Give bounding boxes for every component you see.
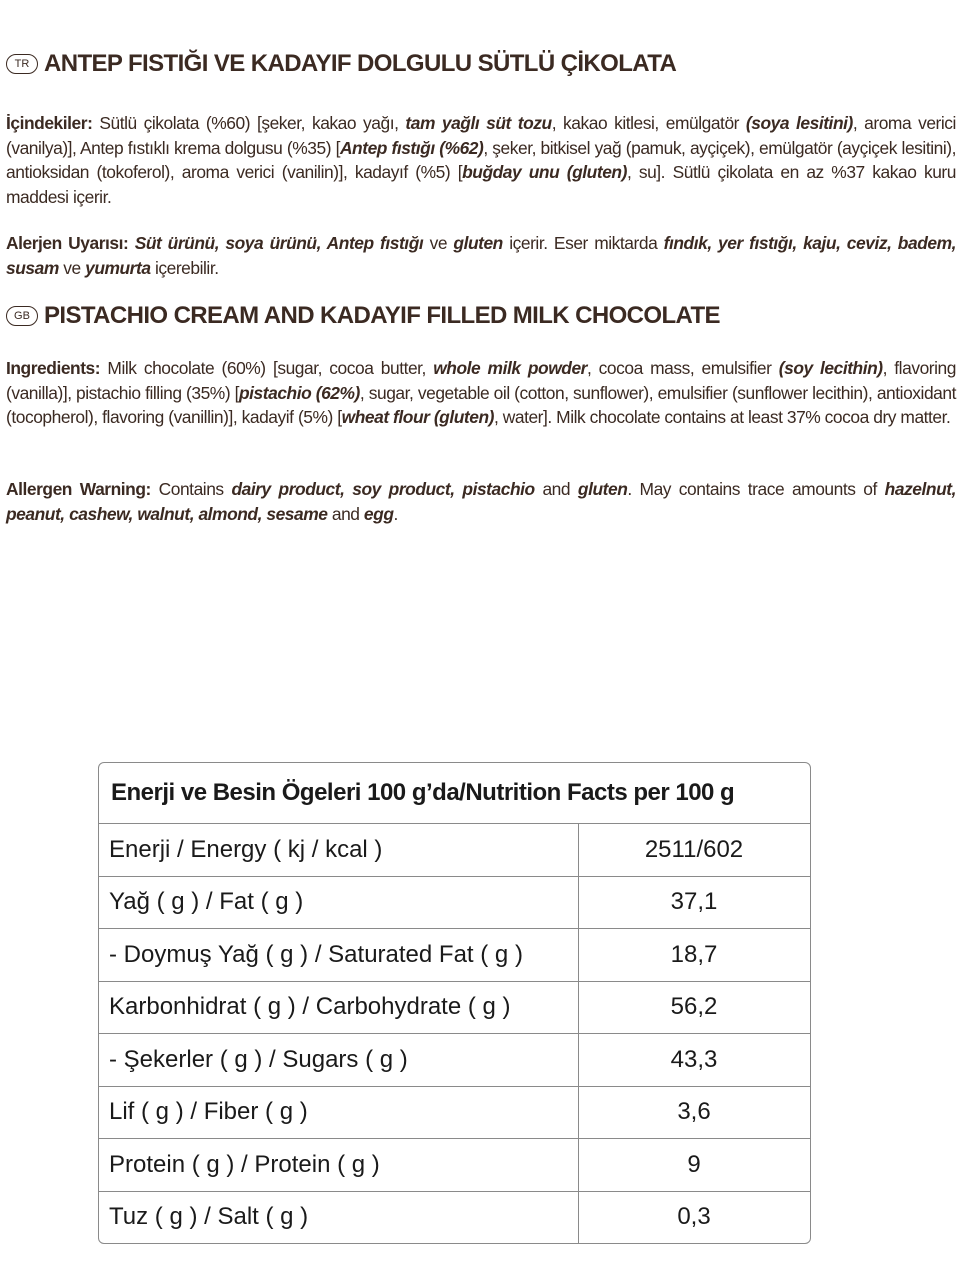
nutrient-value: 18,7 <box>578 929 810 982</box>
nutrient-value: 56,2 <box>578 982 810 1035</box>
nutrient-value: 3,6 <box>578 1087 810 1140</box>
nutrient-value: 37,1 <box>578 877 810 930</box>
emphasis-text: (soy lecithin) <box>778 358 883 378</box>
body-text: içerebilir. <box>150 257 219 278</box>
gb-title-text: PISTACHIO CREAM AND KADAYIF FILLED MILK CHOCOLATE <box>44 302 720 329</box>
nutrition-row <box>99 1192 810 1244</box>
nutrient-value: 0,3 <box>578 1192 810 1244</box>
nutrient-label: - Doymuş Yağ ( g ) / Saturated Fat ( g ) <box>99 929 578 982</box>
body-text: , su]. Sütlü çikolata en az %37 kakao kuru maddesi içerir. <box>6 162 956 207</box>
body-text: , cocoa mass, emulsifier <box>586 358 779 378</box>
nutrition-row <box>99 877 810 930</box>
body-text: içerir. Eser miktarda <box>502 233 664 253</box>
body-text: . May contains trace amounts of <box>627 479 885 499</box>
emphasis-text: tam yağlı süt tozu <box>405 113 552 133</box>
emphasis-text: Allergen Warning: <box>6 479 151 499</box>
emphasis-text: hazelnut, peanut, cashew, walnut, almond, sesame <box>6 479 956 524</box>
nutrient-label: - Şekerler ( g ) / Sugars ( g ) <box>99 1034 578 1087</box>
emphasis-text: pistachio (62%) <box>239 382 360 403</box>
emphasis-text: Antep fıstığı (%62) <box>339 137 484 158</box>
emphasis-text: gluten <box>577 479 628 499</box>
nutrient-value: 9 <box>578 1139 810 1192</box>
body-text: , sugar, vegetable oil (cotton, sunflower), emulsifier (sunflower lecithin), antioxidant (tocopherol), flavoring (vanillin)], kadayif (5%) [ <box>6 382 956 427</box>
body-text: Contains <box>150 479 232 499</box>
nutrition-row <box>99 1087 810 1140</box>
nutrition-row <box>99 1139 810 1192</box>
nutrition-row <box>99 982 810 1035</box>
body-text: , flavoring (vanilla)], pistachio filling (35%) [ <box>6 358 956 403</box>
emphasis-text: dairy product, soy product, pistachio <box>231 479 535 499</box>
body-text: Sütlü çikolata (%60) [şeker, kakao yağı, <box>92 113 406 133</box>
nutrient-label: Protein ( g ) / Protein ( g ) <box>99 1139 578 1192</box>
emphasis-text: yumurta <box>85 257 151 278</box>
nutrition-row <box>99 824 810 877</box>
emphasis-text: Süt ürünü, soya ürünü, Antep fıstığı <box>134 233 424 253</box>
gb-allergen-warning <box>6 477 956 526</box>
nutrient-value: 43,3 <box>578 1034 810 1087</box>
gb-title <box>6 302 720 330</box>
nutrient-value: 2511/602 <box>578 824 810 877</box>
body-text: and <box>534 479 578 499</box>
tr-title-text: ANTEP FISTIĞI VE KADAYIF DOLGULU SÜTLÜ ÇİKOLATA <box>44 50 677 77</box>
body-text: ve <box>423 233 454 253</box>
emphasis-text: buğday unu (gluten) <box>462 162 627 182</box>
body-text: , aroma verici (vanilya)], Antep fıstıklı krema dolgusu (%35) [ <box>6 113 956 158</box>
body-text: , kakao kitlesi, emülgatör <box>551 113 746 133</box>
nutrition-table <box>98 762 811 1244</box>
emphasis-text: fındık, yer fıstığı, kaju, ceviz, badem, susam <box>6 233 956 278</box>
nutrient-label: Yağ ( g ) / Fat ( g ) <box>99 877 578 930</box>
body-text: . <box>393 503 398 524</box>
body-text: , water]. Milk chocolate contains at least 37% cocoa dry matter. <box>493 407 951 427</box>
body-text: Milk chocolate (60%) [sugar, cocoa butter, <box>100 358 434 378</box>
body-text: ve <box>58 257 86 278</box>
nutrition-row <box>99 1034 810 1087</box>
nutrition-row <box>99 929 810 982</box>
emphasis-text: Ingredients: <box>6 358 101 378</box>
nutrient-label: Enerji / Energy ( kj / kcal ) <box>99 824 578 877</box>
emphasis-text: (soya lesitini) <box>745 113 853 133</box>
emphasis-text: wheat flour (gluten) <box>341 407 494 427</box>
emphasis-text: Alerjen Uyarısı: <box>6 233 129 253</box>
emphasis-text: gluten <box>453 233 503 253</box>
nutrient-label: Karbonhidrat ( g ) / Carbohydrate ( g ) <box>99 982 578 1035</box>
tr-allergen-warning <box>6 231 956 280</box>
emphasis-text: egg <box>363 503 394 524</box>
nutrient-label: Tuz ( g ) / Salt ( g ) <box>109 1203 309 1231</box>
nutrient-label: Lif ( g ) / Fiber ( g ) <box>99 1087 578 1140</box>
emphasis-text: whole milk powder <box>433 358 587 378</box>
tr-ingredients <box>6 111 956 209</box>
gb-flag-badge: GB <box>6 306 38 326</box>
body-text: , şeker, bitkisel yağ (pamuk, ayçiçek), emülgatör (ayçiçek lesitini), antioksidan (tokoferol), aroma verici (vanilin)], kadayıf (%5) [ <box>6 137 956 182</box>
nutrition-header: Enerji ve Besin Ögeleri 100 g’da/Nutrition Facts per 100 g <box>99 763 810 824</box>
tr-flag-badge: TR <box>6 54 38 74</box>
gb-ingredients <box>6 356 956 430</box>
body-text: and <box>327 503 364 524</box>
tr-title <box>6 50 676 78</box>
emphasis-text: İçindekiler: <box>6 113 93 133</box>
